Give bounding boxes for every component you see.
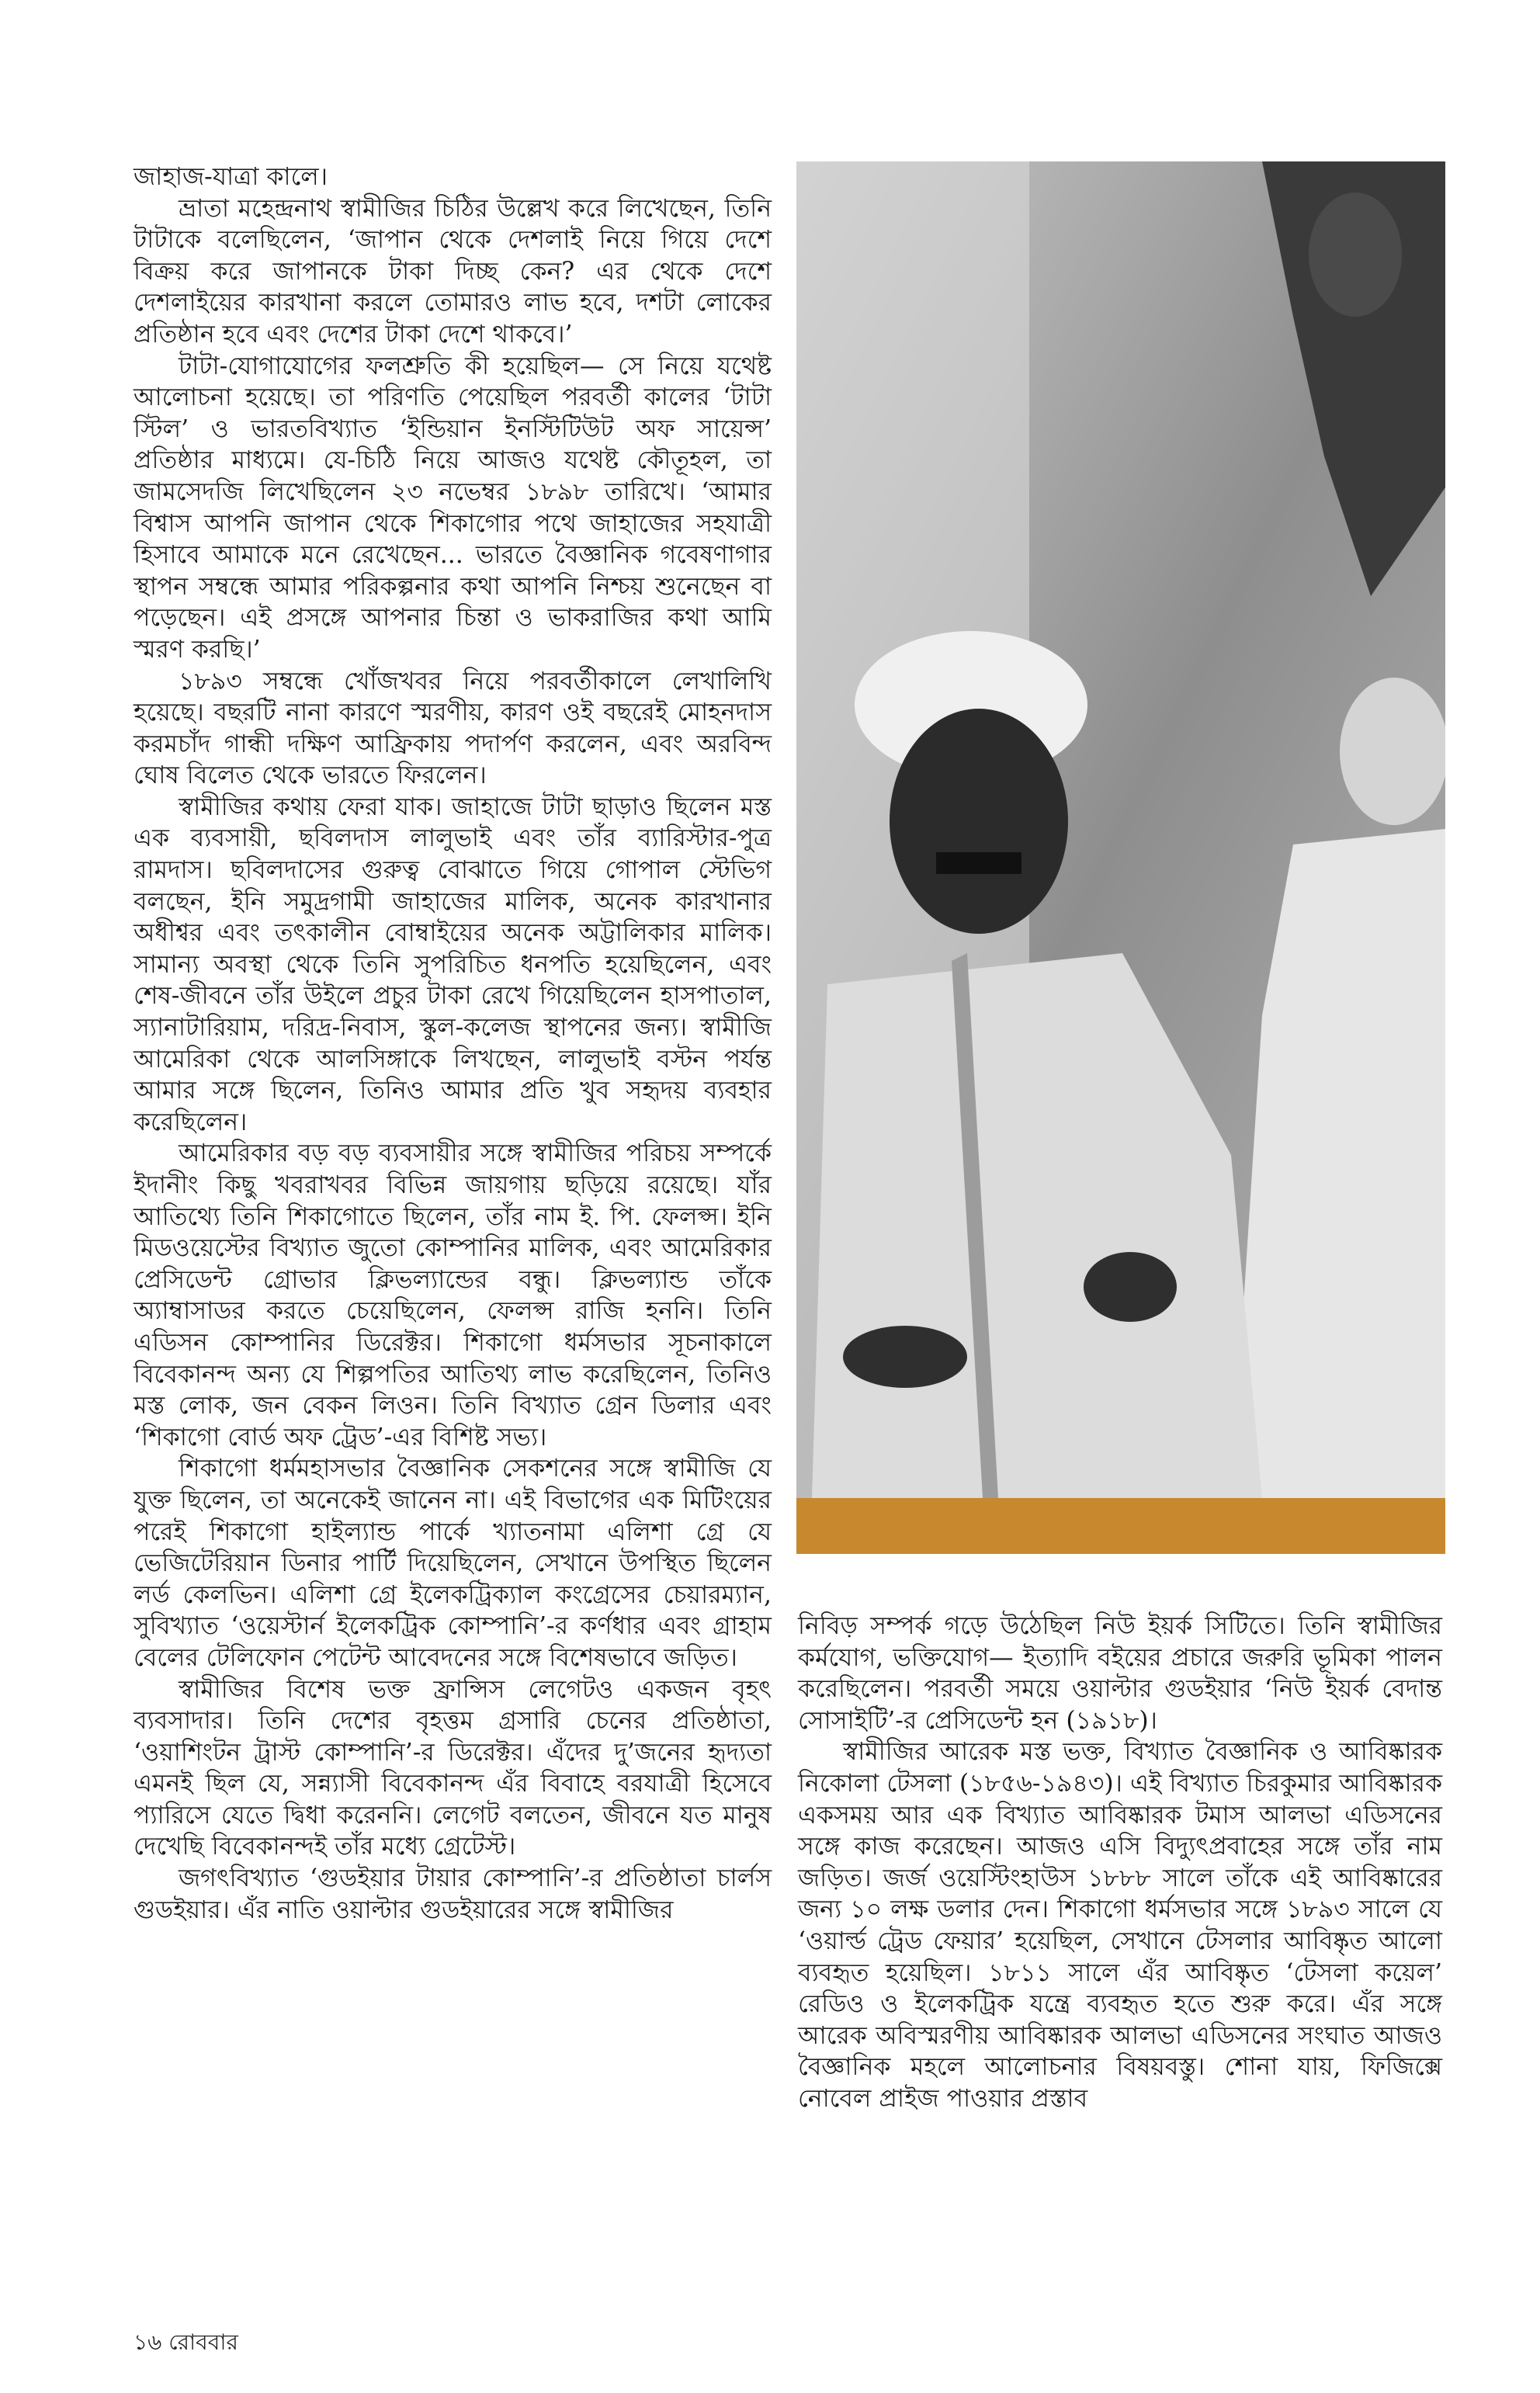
- paragraph: আমেরিকার বড় বড় ব্যবসায়ীর সঙ্গে স্বামীজির পরিচয় সম্পর্কে ইদানীং কিছু খবরাখবর বিভিন্ন জায়গায় ছড়িয়ে রয়েছে। যাঁর আতিথ্যে তিনি শিকাগোতে ছিলেন, তাঁর নাম ই. পি. ফেলপ্স। ইনি মিডওয়েস্টের বিখ্যাত জুতো কোম্পানির মালিক, এবং আমেরিকার প্রেসিডেন্ট গ্রোভার ক্লিভল্যান্ডের বন্ধু। ক্লিভল্যান্ড তাঁকে অ্যাম্বাসাডর করতে চেয়েছিলেন, ফেলপ্স রাজি হননি। তিনি এডিসন কোম্পানির ডিরেক্টর। শিকাগো ধর্মসভার সূচনাকালে বিবেকানন্দ অন্য যে শিল্পপতির আতিথ্য লাভ করেছিলেন, তিনিও মস্ত লোক, জন বেকন লিওন। তিনি বিখ্যাত গ্রেন ডিলার এবং ‘শিকাগো বোর্ড অফ ট্রেড’-এর বিশিষ্ট সভ্য।: [134, 1139, 772, 1451]
- paragraph: স্বামীজির কথায় ফেরা যাক। জাহাজে টাটা ছাড়াও ছিলেন মস্ত এক ব্যবসায়ী, ছবিলদাস লালুভাই এবং তাঁর ব্যারিস্টার-পুত্র রামদাস। ছবিলদাসের গুরুত্ব বোঝাতে গিয়ে গোপাল স্টেভিগ বলছেন, ইনি সমুদ্রগামী জাহাজের মালিক, অনেক কারখানার অধীশ্বর এবং তৎকালীন বোম্বাইয়ের অনেক অট্টালিকার মালিক। সামান্য অবস্থা থেকে তিনি সুপরিচিত ধনপতি হয়েছিলেন, এবং শেষ-জীবনে তাঁর উইলে প্রচুর টাকা রেখে গিয়েছিলেন হাসপাতাল, স্যানাটারিয়াম, দরিদ্র-নিবাস, স্কুল-কলেজ স্থাপনের জন্য। স্বামীজি আমেরিকা থেকে আলসিঙ্গাকে লিখছেন, লালুভাই বস্টন পর্যন্ত আমার সঙ্গে ছিলেন, তিনিও আমার প্রতি খুব সহৃদয় ব্যবহার করেছিলেন।: [134, 792, 772, 1136]
- paragraph: ভ্রাতা মহেন্দ্রনাথ স্বামীজির চিঠির উল্লেখ করে লিখেছেন, তিনি টাটাকে বলেছিলেন, ‘জাপান থেকে দেশলাই নিয়ে গিয়ে দেশে বিক্রয় করে জাপানকে টাকা দিচ্ছ কেন? এর থেকে দেশে দেশলাইয়ের কারখানা করলে তোমারও লাভ হবে, দশটা লোকের প্রতিষ্ঠান হবে এবং দেশের টাকা দেশে থাকবে।’: [134, 194, 772, 349]
- paragraph: জগৎবিখ্যাত ‘গুডইয়ার টায়ার কোম্পানি’-র প্রতিষ্ঠাতা চার্লস গুডইয়ার। এঁর নাতি ওয়াল্টার গুডইয়ারের সঙ্গে স্বামীজির: [134, 1864, 772, 1924]
- paragraph: স্বামীজির আরেক মস্ত ভক্ত, বিখ্যাত বৈজ্ঞানিক ও আবিষ্কারক নিকোলা টেসলা (১৮৫৬-১৯৪৩)। এই বিখ্যাত চিরকুমার আবিষ্কারক একসময় আর এক বিখ্যাত আবিষ্কারক টমাস আলভা এডিসনের সঙ্গে কাজ করেছেন। আজও এসি বিদ্যুৎপ্রবাহের সঙ্গে তাঁর নাম জড়িত। জর্জ ওয়েস্টিংহাউস ১৮৮৮ সালে তাঁকে এই আবিষ্কারের জন্য ১০ লক্ষ ডলার দেন। শিকাগো ধর্মসভার সঙ্গে ১৮৯৩ সালে যে ‘ওয়ার্ল্ড ট্রেড ফেয়ার’ হয়েছিল, সেখানে টেসলার আবিষ্কৃত আলো ব্যবহৃত হয়েছিল। ১৮১১ সালে এঁর আবিষ্কৃত ‘টেসলা কয়েল’ রেডিও ও ইলেকট্রিক যন্ত্রে ব্যবহৃত হতে শুরু করে। এঁর সঙ্গে আরেক অবিস্মরণীয় আবিষ্কারক আলভা এডিসনের সংঘাত আজও বৈজ্ঞানিক মহলে আলোচনার বিষয়বস্তু। শোনা যায়, ফিজিক্সে নোবেল প্রাইজ পাওয়ার প্রস্তাব: [798, 1738, 1442, 2113]
- paragraph: জাহাজ-যাত্রা কালে।: [134, 163, 328, 191]
- photo-caption-strip: [796, 1498, 1445, 1554]
- page-footer: ১৬ রোববার: [134, 2329, 238, 2355]
- paragraph: শিকাগো ধর্মমহাসভার বৈজ্ঞানিক সেকশনের সঙ্গে স্বামীজি যে যুক্ত ছিলেন, তা অনেকেই জানেন না। এই বিভাগের এক মিটিংয়ের পরেই শিকাগো হাইল্যান্ড পার্কে খ্যাতনামা এলিশা গ্রে যে ভেজিটেরিয়ান ডিনার পার্টি দিয়েছিলেন, সেখানে উপস্থিত ছিলেন লর্ড কেলভিন। এলিশা গ্রে ইলেকট্রিক্যাল কংগ্রেসের চেয়ারম্যান, সুবিখ্যাত ‘ওয়েস্টার্ন ইলেকট্রিক কোম্পানি’-র কর্ণধার এবং গ্রাহাম বেলের টেলিফোন পেটেন্ট আবেদনের সঙ্গে বিশেষভাবে জড়িত।: [134, 1455, 772, 1672]
- article-left-column: [134, 161, 772, 1926]
- paragraph: ১৮৯৩ সম্বন্ধে খোঁজখবর নিয়ে পরবর্তীকালে লেখালিখি হয়েছে। বছরটি নানা কারণে স্মরণীয়, কারণ ওই বছরেই মোহনদাস করমচাঁদ গান্ধী দক্ষিণ আফ্রিকায় পদার্পণ করলেন, এবং অরবিন্দ ঘোষ বিলেত থেকে ভারতে ফিরলেন।: [134, 667, 772, 790]
- paragraph: টাটা-যোগাযোগের ফলশ্রুতি কী হয়েছিল— সে নিয়ে যথেষ্ট আলোচনা হয়েছে। তা পরিণতি পেয়েছিল পরবর্তী কালের ‘টাটা স্টিল’ ও ভারতবিখ্যাত ‘ইন্ডিয়ান ইনস্টিটিউট অফ সায়েন্স’ প্রতিষ্ঠার মাধ্যমে। যে-চিঠি নিয়ে আজও যথেষ্ট কৌতূহল, তা জামসেদজি লিখেছিলেন ২৩ নভেম্বর ১৮৯৮ তারিখে। ‘আমার বিশ্বাস আপনি জাপান থেকে শিকাগোর পথে জাহাজের সহযাত্রী হিসাবে আমাকে মনে রেখেছেন... ভারতে বৈজ্ঞানিক গবেষণাগার স্থাপন সম্বন্ধে আমার পরিকল্পনার কথা আপনি নিশ্চয় শুনেছেন বা পড়েছেন। এই প্রসঙ্গে আপনার চিন্তা ও ভাকরাজির কথা আমি স্মরণ করছি।’: [134, 352, 772, 664]
- paragraph: স্বামীজির বিশেষ ভক্ত ফ্রান্সিস লেগেটও একজন বৃহৎ ব্যবসাদার। তিনি দেশের বৃহত্তম গ্রসারি চেনের প্রতিষ্ঠাতা, ‘ওয়াশিংটন ট্রাস্ট কোম্পানি’-র ডিরেক্টর। এঁদের দু’জনের হৃদ্যতা এমনই ছিল যে, সন্ন্যাসী বিবেকানন্দ এঁর বিবাহে বরযাত্রী হিসেবে প্যারিসে যেতে দ্বিধা করেননি। লেগেট বলতেন, জীবনে যত মানুষ দেখেছি বিবেকানন্দই তাঁর মধ্যে গ্রেটেস্ট।: [134, 1675, 772, 1861]
- historical-photo: [796, 161, 1445, 1498]
- article-right-column: [798, 1611, 1442, 2115]
- paragraph: নিবিড় সম্পর্ক গড়ে উঠেছিল নিউ ইয়র্ক সিটিতে। তিনি স্বামীজির কর্মযোগ, ভক্তিযোগ— ইত্যাদি বইয়ের প্রচারে জরুরি ভূমিকা পালন করেছিলেন। পরবর্তী সময়ে ওয়াল্টার গুডইয়ার ‘নিউ ইয়র্ক বেদান্ত সোসাইটি’-র প্রেসিডেন্ট হন (১৯১৮)।: [798, 1612, 1442, 1735]
